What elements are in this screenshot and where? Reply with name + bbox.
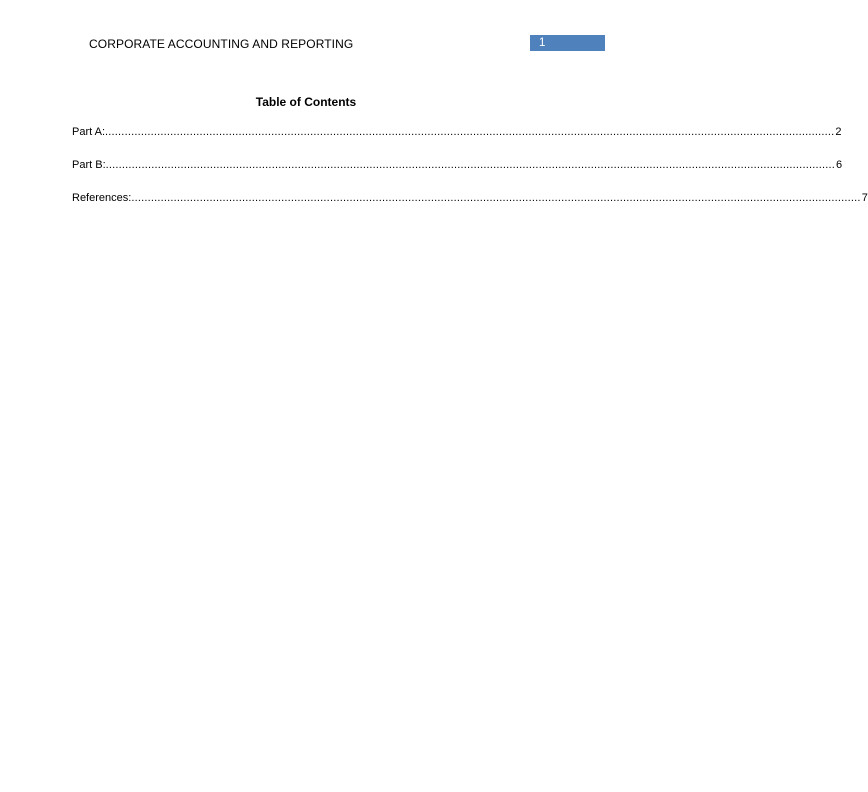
toc-entry-part-b[interactable] [72,156,843,172]
toc-entry-references[interactable] [72,189,868,205]
page-number: 1 [539,37,546,49]
toc-dot-leader: ................................................................................................................................................................................................................................ [131,192,861,204]
toc-entry-page: 6 [836,159,843,171]
toc-dot-leader: ................................................................................................................................................................................................................................ [105,159,836,171]
toc-entry-label: Part B: [72,159,106,171]
toc-dot-leader: ................................................................................................................................................................................................................................ [105,126,835,138]
toc-entry-page: 2 [835,126,842,138]
toc-heading: Table of Contents [255,95,357,109]
table-of-contents [72,123,868,222]
toc-entry-label: Part A: [72,126,106,138]
toc-entry-label: References: [72,192,132,204]
page-number-badge [530,35,605,51]
toc-entry-part-a[interactable] [72,123,842,139]
toc-entry-page: 7 [861,192,868,204]
running-header-title: CORPORATE ACCOUNTING AND REPORTING [89,37,354,51]
